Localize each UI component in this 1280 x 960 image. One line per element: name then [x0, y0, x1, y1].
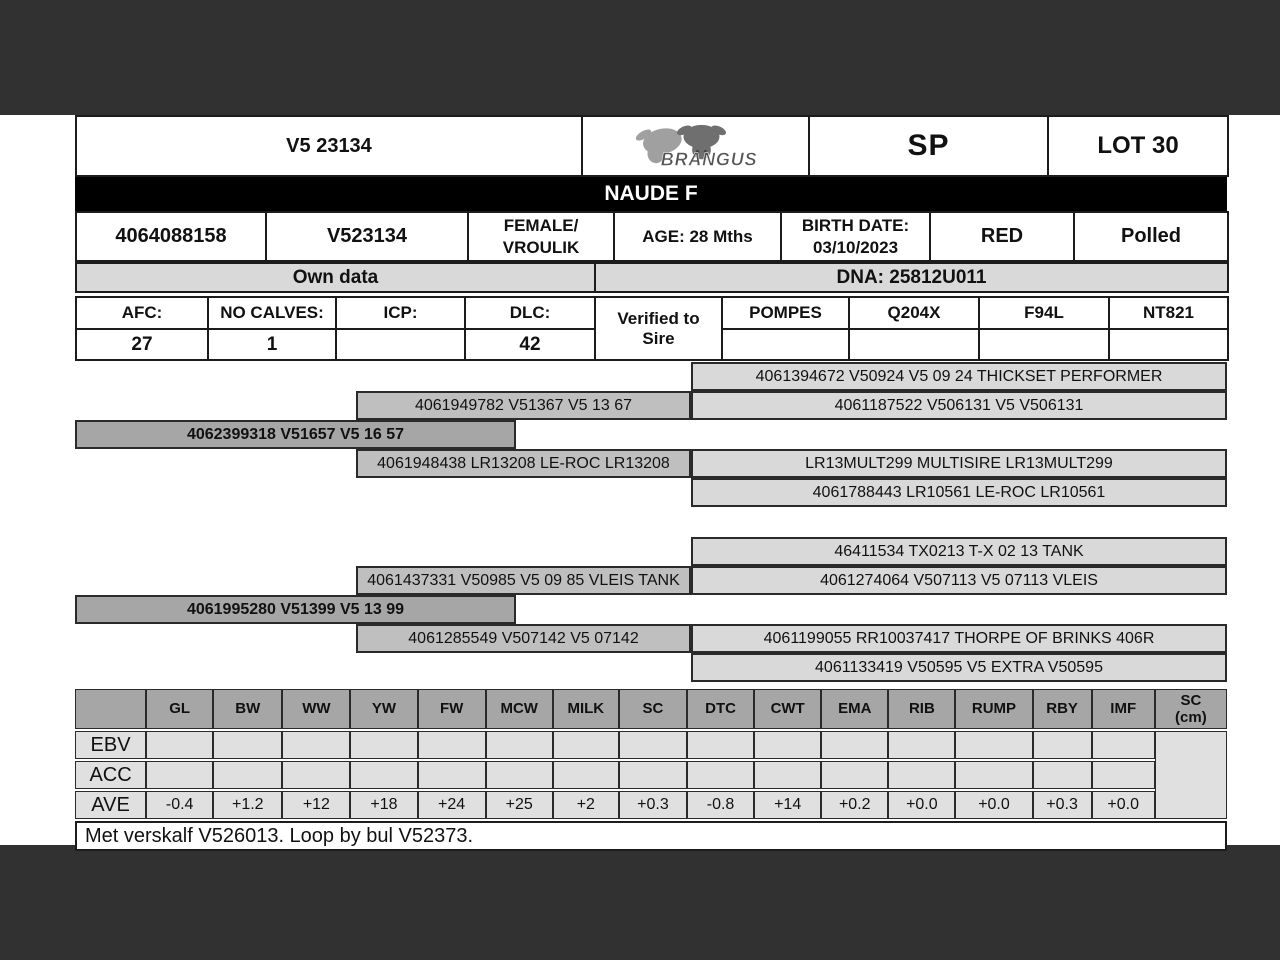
own-data-title: Own data [76, 263, 595, 292]
sc-cm-line1: SC [1180, 691, 1202, 709]
verified-to-sire-cell [595, 297, 722, 360]
acc-cell [619, 761, 687, 789]
acc-cell [955, 761, 1032, 789]
poll-status-cell: Polled [1074, 212, 1228, 261]
no-calves-label: NO CALVES: [208, 297, 336, 329]
ebv-cell [418, 731, 486, 759]
gene-test-f94l: F94L [979, 297, 1109, 329]
acc-cell [687, 761, 754, 789]
ebv-cell [486, 731, 553, 759]
afc-label: AFC: [76, 297, 208, 329]
sex-cell [468, 212, 614, 261]
pedigree-dam-granddam-dam: 4061133419 V50595 V5 EXTRA V50595 [691, 653, 1227, 682]
afc-value: 27 [76, 329, 208, 360]
ebv-cell [687, 731, 754, 759]
ebv-col-yw: YW [350, 689, 417, 729]
cattle-logo-icon [606, 120, 786, 172]
footnote: Met verskalf V526013. Loop by bul V52373. [75, 821, 1227, 851]
animal-name-bar: NAUDE F [75, 177, 1227, 211]
animal-id-top: V5 23134 [76, 116, 582, 176]
top-letterbox [0, 0, 1280, 115]
ebv-col-gl: GL [146, 689, 213, 729]
acc-cell [282, 761, 350, 789]
ebv-cell [955, 731, 1032, 759]
acc-cell [553, 761, 619, 789]
pedigree-sire-sire: 4061949782 V51367 V5 13 67 [356, 391, 691, 420]
ave-cwt: +14 [754, 791, 821, 819]
ebv-col-bw: BW [213, 689, 282, 729]
ave-bw: +1.2 [213, 791, 282, 819]
ebv-cell [213, 731, 282, 759]
pedigree-sire-granddam-dam: 4061788443 LR10561 LE-ROC LR10561 [691, 478, 1227, 507]
catalog-card [75, 115, 1227, 851]
sc-cm-line2: (cm) [1175, 709, 1207, 726]
ebv-col-imf: IMF [1092, 689, 1155, 729]
ave-ww: +12 [282, 791, 350, 819]
brangus-logo-cell [582, 116, 809, 176]
ebv-cell [821, 731, 888, 759]
bottom-letterbox [0, 845, 1280, 960]
ebv-cell [754, 731, 821, 759]
pedigree-sire-dam: 4061948438 LR13208 LE-ROC LR13208 [356, 449, 691, 478]
dlc-value: 42 [465, 329, 595, 360]
ebv-cell [350, 731, 417, 759]
ebv-col-mcw: MCW [486, 689, 553, 729]
ebv-col-sc: SC [619, 689, 687, 729]
animal-id: V523134 [266, 212, 468, 261]
pedigree-dam-grandsire-dam: 4061274064 V507113 V5 07113 VLEIS [691, 566, 1227, 595]
gene-test-pompes: POMPES [722, 297, 849, 329]
ave-rump: +0.0 [955, 791, 1032, 819]
ave-rib: +0.0 [888, 791, 955, 819]
lot-number: LOT 30 [1048, 116, 1228, 176]
pedigree-sire: 4062399318 V51657 V5 16 57 [75, 420, 516, 449]
pedigree-dam-sire: 4061437331 V50985 V5 09 85 VLEIS TANK [356, 566, 691, 595]
verified-line2: Sire [642, 328, 675, 348]
ebv-col-ww: WW [282, 689, 350, 729]
acc-cell [418, 761, 486, 789]
ebv-cell [553, 731, 619, 759]
ebv-cell [888, 731, 955, 759]
q204x-value [849, 329, 979, 360]
acc-cell [146, 761, 213, 789]
acc-cell [1033, 761, 1092, 789]
birth-date-cell [781, 212, 930, 261]
acc-row-label: ACC [75, 761, 146, 789]
acc-cell [350, 761, 417, 789]
ebv-cell [619, 731, 687, 759]
sex-line2: VROULIK [502, 237, 580, 257]
ebv-col-rby: RBY [1033, 689, 1092, 729]
age-cell: AGE: 28 Mths [614, 212, 781, 261]
ave-milk: +2 [553, 791, 619, 819]
ave-row-label: AVE [75, 791, 146, 819]
acc-cell [821, 761, 888, 789]
gene-test-q204x: Q204X [849, 297, 979, 329]
ave-fw: +24 [418, 791, 486, 819]
breed-code: SP [809, 116, 1048, 176]
pedigree-sire-grandsire-sire: 4061394672 V50924 V5 09 24 THICKSET PERFORMER [691, 362, 1227, 391]
ave-dtc: -0.8 [687, 791, 754, 819]
ebv-row-label: EBV [75, 731, 146, 759]
pedigree-dam-grandsire-sire: 46411534 TX0213 T-X 02 13 TANK [691, 537, 1227, 566]
ebv-cell [1092, 731, 1155, 759]
acc-cell [1092, 761, 1155, 789]
pedigree-sire-granddam-sire: LR13MULT299 MULTISIRE LR13MULT299 [691, 449, 1227, 478]
acc-cell [213, 761, 282, 789]
ave-sc: +0.3 [619, 791, 687, 819]
ebv-col-ema: EMA [821, 689, 888, 729]
sex-line1: FEMALE/ [503, 216, 579, 236]
pedigree-dam: 4061995280 V51399 V5 13 99 [75, 595, 516, 624]
info-table [75, 211, 1229, 262]
acc-cell [754, 761, 821, 789]
ave-mcw: +25 [486, 791, 553, 819]
header-table [75, 115, 1229, 177]
birth-date-label: BIRTH DATE: [801, 216, 910, 236]
own-data-table [75, 296, 1229, 361]
ebv-col-cwt: CWT [754, 689, 821, 729]
ebv-corner-cell [75, 689, 146, 729]
ebv-table [75, 687, 1227, 821]
ebv-col-rib: RIB [888, 689, 955, 729]
ebv-col-milk: MILK [553, 689, 619, 729]
colour-cell: RED [930, 212, 1074, 261]
ebv-col-dtc: DTC [687, 689, 754, 729]
ave-gl: -0.4 [146, 791, 213, 819]
own-data-header-table [75, 262, 1229, 293]
verified-line1: Verified to [617, 308, 700, 328]
f94l-value [979, 329, 1109, 360]
no-calves-value: 1 [208, 329, 336, 360]
dlc-label: DLC: [465, 297, 595, 329]
ebv-col-rump: RUMP [955, 689, 1032, 729]
ave-imf: +0.0 [1092, 791, 1155, 819]
ave-ema: +0.2 [821, 791, 888, 819]
sc-cm-merged-cell [1155, 731, 1227, 819]
pompes-value [722, 329, 849, 360]
logo-wordmark: BRANGUS [660, 149, 757, 170]
ave-yw: +18 [350, 791, 417, 819]
ave-rby: +0.3 [1033, 791, 1092, 819]
ebv-col-sc-cm [1155, 689, 1227, 729]
icp-label: ICP: [336, 297, 465, 329]
ebv-cell [1033, 731, 1092, 759]
acc-cell [888, 761, 955, 789]
brangus-logo [583, 117, 808, 175]
icp-value [336, 329, 465, 360]
pedigree-dam-dam: 4061285549 V507142 V5 07142 [356, 624, 691, 653]
ebv-cell [146, 731, 213, 759]
acc-cell [486, 761, 553, 789]
pedigree-dam-granddam-sire: 4061199055 RR10037417 THORPE OF BRINKS 406R [691, 624, 1227, 653]
registration-number: 4064088158 [76, 212, 266, 261]
gene-test-nt821: NT821 [1109, 297, 1228, 329]
pedigree-sire-grandsire-dam: 4061187522 V506131 V5 V506131 [691, 391, 1227, 420]
birth-date-value: 03/10/2023 [812, 237, 899, 257]
nt821-value [1109, 329, 1228, 360]
pedigree-chart [75, 361, 1227, 687]
dna-title: DNA: 25812U011 [595, 263, 1228, 292]
ebv-col-fw: FW [418, 689, 486, 729]
ebv-cell [282, 731, 350, 759]
